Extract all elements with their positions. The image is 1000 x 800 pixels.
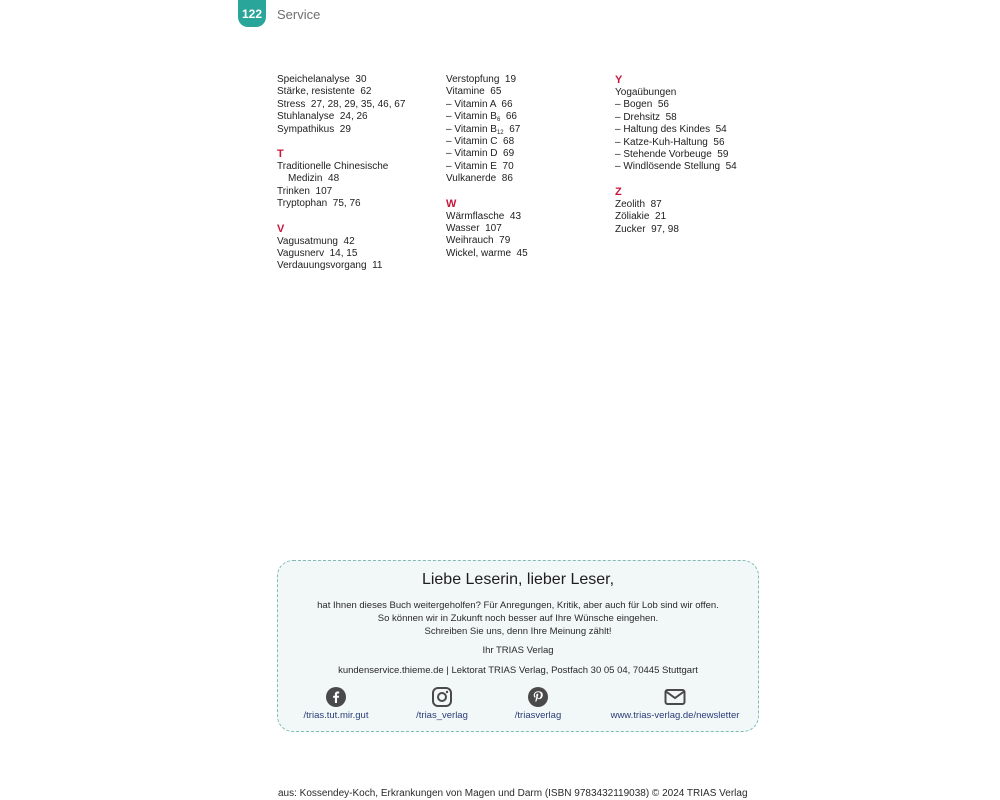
index-entry: – Vitamin E 70 bbox=[446, 160, 514, 172]
feedback-text-line: So können wir in Zukunft noch besser auf Ihre Wünsche eingehen. bbox=[377, 613, 659, 624]
index-entry: Stärke, resistente 62 bbox=[277, 86, 372, 98]
index-entry: Speichelanalyse 30 bbox=[277, 74, 367, 85]
index-entry: Trinken 107 bbox=[277, 185, 333, 197]
index-entry-subscript: 6 bbox=[496, 117, 501, 124]
index-entry-subscript: 12 bbox=[496, 129, 504, 136]
pinterest-handle: /triasverlag bbox=[514, 710, 562, 721]
index-entry: Sympathikus 29 bbox=[277, 123, 351, 135]
index-entry: Weihrauch 79 bbox=[446, 235, 511, 247]
feedback-text-line: Schreiben Sie uns, denn Ihre Meinung zählt! bbox=[424, 626, 612, 637]
instagram-icon bbox=[432, 687, 452, 707]
instagram-link[interactable] bbox=[402, 687, 482, 721]
index-entry: Wasser 107 bbox=[446, 223, 502, 235]
feedback-signature: Ihr TRIAS Verlag bbox=[482, 645, 554, 656]
section-title: Service bbox=[277, 7, 321, 22]
index-column-3 bbox=[615, 74, 780, 236]
index-entry: Tryptophan 75, 76 bbox=[277, 198, 361, 210]
facebook-handle: /trias.tut.mir.gut bbox=[303, 710, 369, 721]
index-entry bbox=[446, 124, 611, 136]
index-entry: – Haltung des Kindes 54 bbox=[615, 124, 727, 136]
index-entry: Wärmflasche 43 bbox=[446, 210, 522, 222]
newsletter-url: www.trias-verlag.de/newsletter bbox=[610, 710, 740, 721]
index-entry-term: – Vitamin B bbox=[446, 123, 497, 135]
index-letter-heading: Y bbox=[615, 74, 623, 86]
mail-icon bbox=[664, 687, 686, 707]
index-entry: Stress 27, 28, 29, 35, 46, 67 bbox=[277, 98, 406, 110]
index-entry: – Bogen 56 bbox=[615, 99, 669, 111]
index-entry-term: – Vitamin B bbox=[446, 111, 497, 123]
index-entry: – Windlösende Stellung 54 bbox=[615, 161, 737, 173]
facebook-icon bbox=[326, 687, 346, 707]
pinterest-link[interactable] bbox=[502, 687, 574, 721]
index-entry: Verdauungsvorgang 11 bbox=[277, 260, 383, 272]
index-entry: Zucker 97, 98 bbox=[615, 223, 679, 235]
pinterest-icon bbox=[528, 687, 548, 707]
index-entry: – Vitamin C 68 bbox=[446, 136, 515, 148]
index-entry: – Vitamin D 69 bbox=[446, 148, 515, 160]
index-entry: – Vitamin A 66 bbox=[446, 98, 513, 110]
source-credit: aus: Kossendey-Koch, Erkrankungen von Magen und Darm (ISBN 9783432119038) © 2024 TRIAS Verlag bbox=[278, 788, 748, 799]
index-letter-heading: T bbox=[277, 148, 284, 161]
index-entry: Traditionelle Chinesische bbox=[277, 161, 389, 173]
index-entry: – Drehsitz 58 bbox=[615, 111, 677, 123]
index-entry: Vitamine 65 bbox=[446, 86, 502, 98]
feedback-contact: kundenservice.thieme.de | Lektorat TRIAS Verlag, Postfach 30 05 04, 70445 Stuttgart bbox=[338, 665, 698, 676]
index-entry: Zeolith 87 bbox=[615, 198, 662, 210]
index-letter-heading: Z bbox=[615, 185, 622, 198]
facebook-link[interactable] bbox=[292, 687, 380, 721]
index-entry: Yogaübungen bbox=[615, 87, 677, 98]
index-entry: Stuhlanalyse 24, 26 bbox=[277, 111, 368, 123]
index-column-2 bbox=[446, 74, 611, 260]
index-letter-heading: V bbox=[277, 222, 285, 235]
reader-feedback-box bbox=[277, 560, 759, 732]
newsletter-link[interactable] bbox=[600, 687, 750, 721]
index-entry-pages: 66 bbox=[500, 111, 517, 123]
index-entry: Wickel, warme 45 bbox=[446, 247, 528, 259]
index-entry: Zöliakie 21 bbox=[615, 211, 667, 223]
index-entry-pages: 67 bbox=[503, 123, 521, 135]
index-entry: Medizin 48 bbox=[288, 173, 340, 185]
index-entry: – Stehende Vorbeuge 59 bbox=[615, 149, 729, 161]
index-entry: Verstopfung 19 bbox=[446, 74, 517, 85]
instagram-handle: /trias_verlag bbox=[416, 710, 468, 721]
feedback-text-line: hat Ihnen dieses Buch weitergeholfen? Für Anregungen, Kritik, aber auch für Lob sind wir offen. bbox=[317, 600, 719, 611]
index-entry: Vulkanerde 86 bbox=[446, 173, 513, 185]
index-entry: Vagusatmung 42 bbox=[277, 235, 355, 247]
page-number-badge: 122 bbox=[238, 0, 266, 27]
index-entry bbox=[446, 111, 611, 123]
index-letter-heading: W bbox=[446, 197, 457, 210]
index-entry: – Katze-Kuh-Haltung 56 bbox=[615, 136, 725, 148]
index-column-1 bbox=[277, 74, 442, 273]
feedback-greeting: Liebe Leserin, lieber Leser, bbox=[421, 571, 615, 588]
index-entry: Vagusnerv 14, 15 bbox=[277, 248, 358, 260]
